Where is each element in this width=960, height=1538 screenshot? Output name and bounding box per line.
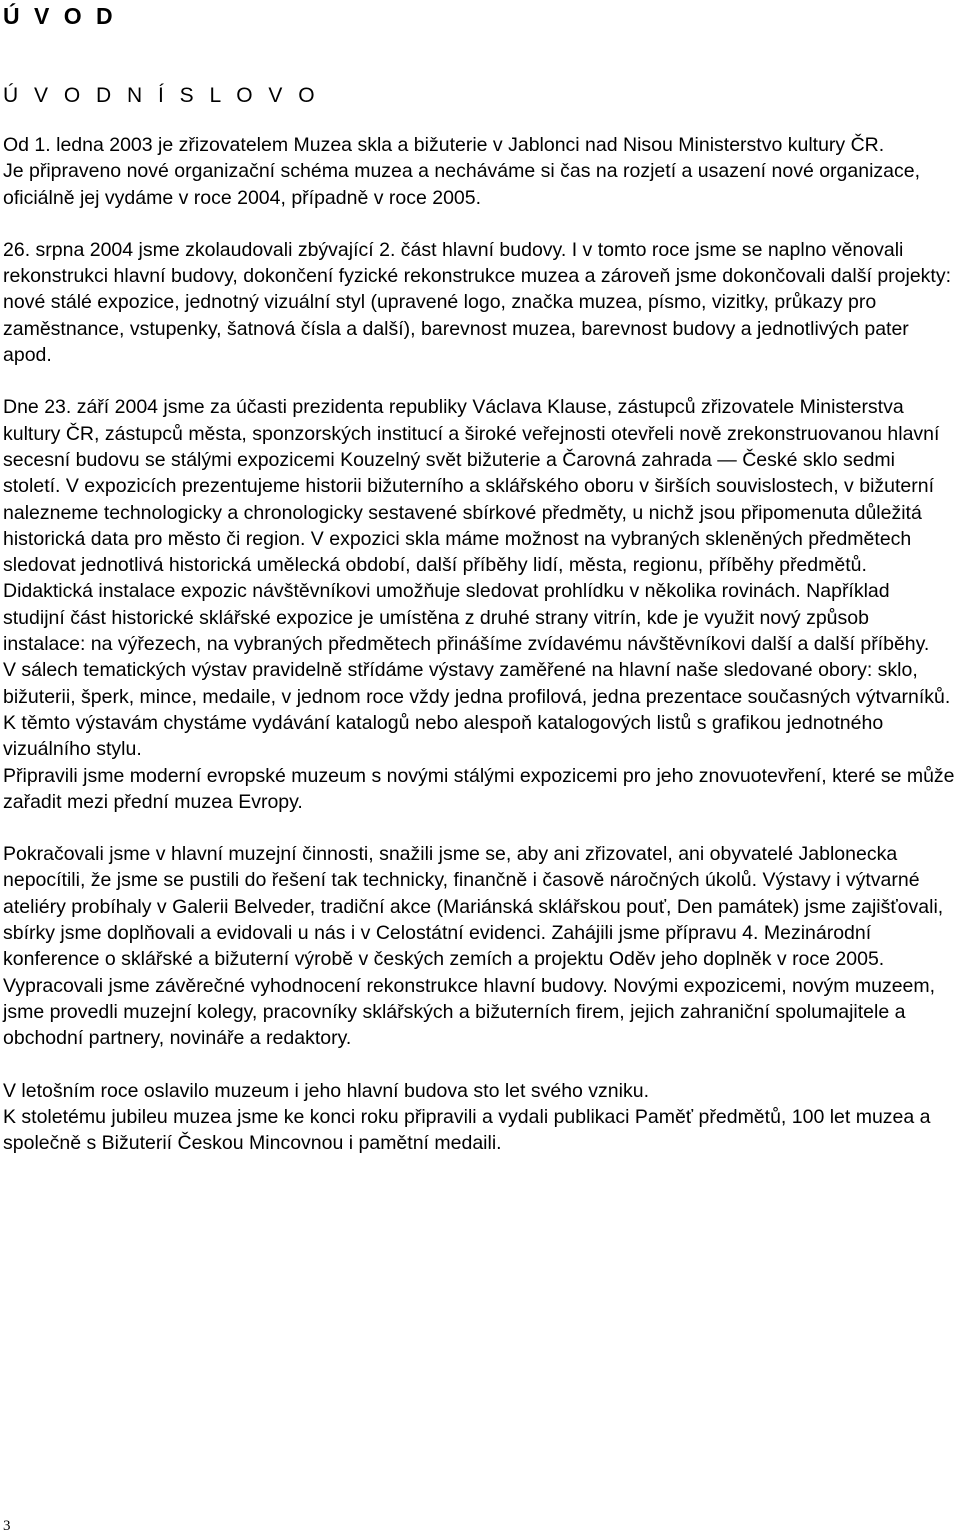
paragraph: V letošním roce oslavilo muzeum i jeho hlavní budova sto let svého vzniku. <box>3 1079 649 1102</box>
paragraph: K stoletému jubileu muzea jsme ke konci roku připravili a vydali publikaci Paměť předmětů, 100 let muzea a společně s Bižuterií Českou Mincovnou i pamětní medaili. <box>3 1105 931 1155</box>
paragraph: Od 1. ledna 2003 je zřizovatelem Muzea skla a bižuterie v Jablonci nad Nisou Ministerstvo kultury ČR. <box>3 134 885 156</box>
paragraph: Je připraveno nové organizační schéma muzea a necháváme si čas na rozjetí a usazení nové organizace, oficiálně jej vydáme v roce 2004, případně v roce 2005. <box>3 160 921 209</box>
page-number: 3 <box>3 1518 11 1534</box>
paragraph: Dne 23. září 2004 jsme za účasti prezidenta republiky Václava Klause, zástupců zřizovatele Ministerstva kultury ČR, zástupců města, sponzorských institucí a široké veřejnosti otevřeli nově zrekonstruovanou hlavní secesní budovu se stálými expozicemi Kouzelný svět bižuterie a Čarovná zahrada — České sklo sedmi století. V expozicích prezentujeme historii bižuterního a sklářského oboru v širších souvislostech, v bižuterní nalezneme technologicky a chronologicky sestavené sbírkové předměty, u nichž jsou připomenuta důležitá historická data pro město či region. V expozici skla máme možnost na vybraných skleněných předmětech sledovat jednotlivá historická umělecká období, další příběhy lidí, města, regionu, příběhy předmětů. Didaktická instalace expozic návštěvníkovi umožňuje sledovat prohlídku v několika rovinách. Například studijní část historické sklářské expozice je umístěna z druhé strany vitrín, kde je využit nový způsob instalace: na výřezech, na vybraných předmětech přinášíme zvídavému návštěvníkovi další a další příběhy. <box>3 396 940 656</box>
paragraph: 26. srpna 2004 jsme zkolaudovali zbývající 2. část hlavní budovy. I v tomto roce jsme se naplno věnovali rekonstrukci hlavní budovy, dokončení fyzické rekonstrukce muzea a zároveň jsme dokončovali další projekty: nové stálé expozice, jednotný vizuální styl (upravené logo, značka muzea, písmo, vizitky, průkazy pro zaměstnance, vstupenky, šatnová čísla a další), barevnost muzea, barevnost budovy a jednotlivých pater apod. <box>3 238 952 367</box>
paragraph: V sálech tematických výstav pravidelně střídáme výstavy zaměřené na hlavní naše sledované obory: sklo, bižuterii, šperk, mince, medaile, v jednom roce vždy jedna profilová, jedna prezentace současných výtvarníků. K těmto výstavám chystáme vydávání katalogů nebo alespoň katalogových listů s grafikou jednotného vizuálního stylu. <box>3 659 951 761</box>
paragraph: Připravili jsme moderní evropské muzeum s novými stálými expozicemi pro jeho znovuotevření, které se může zařadit mezi přední muzea Evropy. <box>3 764 955 813</box>
paragraph: Vypracovali jsme závěrečné vyhodnocení rekonstrukce hlavní budovy. Novými expozicemi, novým muzeem, jsme provedli muzejní kolegy, pracovníky sklářských a bižuterních firem, jejich zahraniční spolumajitele a obchodní partnery, novináře a redaktory. <box>3 974 936 1050</box>
document-body <box>3 132 955 1156</box>
document-title: Ú V O D <box>3 3 117 29</box>
paragraph: Pokračovali jsme v hlavní muzejní činnosti, snažili jsme se, aby ani zřizovatel, ani obyvatelé Jablonecka nepocítili, že jsme se pustili do řešení tak technicky, finančně i časově náročných úkolů. Výstavy i výtvarné ateliéry probíhaly v Galerii Belveder, tradiční akce (Mariánská sklářskou pouť, Den památek) jsme zajišťovali, sbírky jsme doplňovali a evidovali u nás i v Celostátní evidenci. Zahájili jsme přípravu 4. Mezinárodní konference o sklářské a bižuterní výrobě v českých zemích a projektu Oděv jeho doplněk v roce 2005. <box>3 843 944 971</box>
document-subtitle: Ú V O D N Í S L O V O <box>3 84 320 107</box>
